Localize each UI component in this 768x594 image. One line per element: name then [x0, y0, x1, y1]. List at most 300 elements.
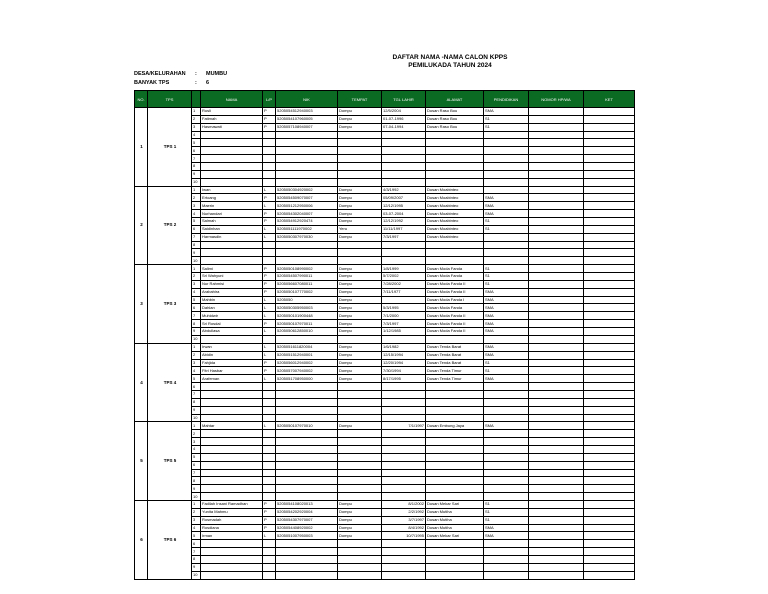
gender: L	[263, 351, 276, 359]
column-header: KET	[584, 91, 635, 108]
birthdate	[382, 548, 426, 556]
birthplace	[338, 163, 382, 171]
desa-separator: :	[195, 71, 197, 77]
table-row	[135, 225, 635, 233]
member-name: Rosmadah	[201, 516, 263, 524]
nik	[276, 257, 338, 265]
member-name: Fatimah	[201, 115, 263, 123]
note-cell	[584, 170, 635, 178]
birthplace	[338, 139, 382, 147]
education: SMA	[484, 422, 529, 430]
gender: P	[263, 500, 276, 508]
group-number: 3	[135, 265, 148, 344]
birthdate	[382, 563, 426, 571]
note-cell	[584, 328, 635, 336]
nik: 5205054408920002	[276, 524, 338, 532]
table-row	[135, 359, 635, 367]
phone-cell	[529, 453, 584, 461]
group-number: 1	[135, 108, 148, 187]
gender	[263, 335, 276, 343]
member-name	[201, 335, 263, 343]
birthdate: 1/12/1985	[382, 328, 426, 336]
table-row	[135, 351, 635, 359]
education	[484, 493, 529, 501]
gender	[263, 139, 276, 147]
column-header: NIK	[276, 91, 338, 108]
row-number: 7	[192, 469, 201, 477]
note-cell	[584, 131, 635, 139]
education: SMA	[484, 210, 529, 218]
address	[426, 453, 484, 461]
table-row	[135, 390, 635, 398]
member-name: Arabahira	[201, 288, 263, 296]
address: Dusan Tenda Barat	[426, 351, 484, 359]
table-row	[135, 383, 635, 391]
nik	[276, 540, 338, 548]
tps-count-separator: :	[195, 80, 197, 86]
row-number: 1	[192, 343, 201, 351]
member-name: Salmah	[201, 218, 263, 226]
row-number: 4	[192, 288, 201, 296]
gender	[263, 155, 276, 163]
note-cell	[584, 147, 635, 155]
gender: P	[263, 288, 276, 296]
phone-cell	[529, 225, 584, 233]
document-title: DAFTAR NAMA -NAMA CALON KPPS	[392, 54, 508, 61]
address: Dusan Tenda Timur	[426, 367, 484, 375]
column-header: PENDIDIKAN	[484, 91, 529, 108]
education: S1	[484, 500, 529, 508]
note-cell	[584, 540, 635, 548]
row-number: 1	[192, 186, 201, 194]
table-row	[135, 445, 635, 453]
row-number: 8	[192, 163, 201, 171]
birthdate	[382, 178, 426, 186]
phone-cell	[529, 265, 584, 273]
table-row	[135, 108, 635, 116]
member-name	[201, 398, 263, 406]
note-cell	[584, 225, 635, 233]
table-row	[135, 147, 635, 155]
table-row	[135, 202, 635, 210]
note-cell	[584, 265, 635, 273]
kpps-table	[134, 90, 635, 580]
birthplace: Dompu	[338, 304, 382, 312]
table-row	[135, 516, 635, 524]
note-cell	[584, 273, 635, 281]
gender: L	[263, 422, 276, 430]
birthdate	[382, 296, 426, 304]
member-name: Arafeman	[201, 375, 263, 383]
birthplace	[338, 445, 382, 453]
address: Dusan Moabinteo	[426, 225, 484, 233]
birthplace: Dompu	[338, 202, 382, 210]
education: SMA	[484, 202, 529, 210]
member-name	[201, 178, 263, 186]
phone-cell	[529, 445, 584, 453]
education: SMA	[484, 351, 529, 359]
note-cell	[584, 123, 635, 131]
address: Dusan Moda Fanda II	[426, 312, 484, 320]
table-row	[135, 241, 635, 249]
phone-cell	[529, 155, 584, 163]
phone-cell	[529, 540, 584, 548]
row-number: 10	[192, 178, 201, 186]
nik: 5205050304920002	[276, 186, 338, 194]
nik: 5205050108990002	[276, 265, 338, 273]
note-cell	[584, 241, 635, 249]
row-number: 4	[192, 367, 201, 375]
table-row	[135, 280, 635, 288]
table-row	[135, 532, 635, 540]
note-cell	[584, 115, 635, 123]
member-name	[201, 131, 263, 139]
education: S1	[484, 508, 529, 516]
note-cell	[584, 312, 635, 320]
address	[426, 249, 484, 257]
phone-cell	[529, 414, 584, 422]
phone-cell	[529, 241, 584, 249]
education	[484, 249, 529, 257]
address: Dusan Moda Fanda II	[426, 280, 484, 288]
birthplace: Dompu	[338, 288, 382, 296]
address	[426, 155, 484, 163]
row-number: 7	[192, 548, 201, 556]
member-name	[201, 540, 263, 548]
nik	[276, 170, 338, 178]
table-row	[135, 163, 635, 171]
education	[484, 461, 529, 469]
table-row	[135, 131, 635, 139]
phone-cell	[529, 343, 584, 351]
phone-cell	[529, 139, 584, 147]
education: S1	[484, 265, 529, 273]
birthdate: 12/20/1994	[382, 359, 426, 367]
birthdate: 05/09/2007	[382, 194, 426, 202]
table-row	[135, 477, 635, 485]
member-name: Iwan	[201, 186, 263, 194]
gender: P	[263, 524, 276, 532]
member-name	[201, 163, 263, 171]
row-number: 10	[192, 257, 201, 265]
nik: 5205054507990011	[276, 273, 338, 281]
education	[484, 540, 529, 548]
note-cell	[584, 571, 635, 579]
row-number: 1	[192, 422, 201, 430]
table-row	[135, 249, 635, 257]
row-number: 3	[192, 123, 201, 131]
row-number: 2	[192, 273, 201, 281]
address: Dusan Raso Bou	[426, 108, 484, 116]
member-name: Hasmawati	[201, 123, 263, 131]
phone-cell	[529, 131, 584, 139]
education: S1	[484, 280, 529, 288]
birthplace	[338, 249, 382, 257]
education	[484, 390, 529, 398]
phone-cell	[529, 335, 584, 343]
table-row	[135, 500, 635, 508]
birthdate: 11/11/1997	[382, 225, 426, 233]
birthdate: 12/15/1994	[382, 351, 426, 359]
birthplace	[338, 430, 382, 438]
birthdate	[382, 445, 426, 453]
birthplace	[338, 453, 382, 461]
nik	[276, 461, 338, 469]
address: Dusan Moabinteo	[426, 202, 484, 210]
birthdate	[382, 453, 426, 461]
education	[484, 469, 529, 477]
phone-cell	[529, 438, 584, 446]
table-row	[135, 485, 635, 493]
row-number: 2	[192, 351, 201, 359]
row-number: 8	[192, 241, 201, 249]
nik	[276, 485, 338, 493]
member-name: Yunita Mahmu	[201, 508, 263, 516]
row-number: 1	[192, 500, 201, 508]
row-number: 9	[192, 563, 201, 571]
gender	[263, 485, 276, 493]
nik	[276, 571, 338, 579]
gender: L	[263, 343, 276, 351]
note-cell	[584, 335, 635, 343]
table-row	[135, 115, 635, 123]
member-name: Mahtar	[201, 422, 263, 430]
member-name: Nurhandari	[201, 210, 263, 218]
row-number: 10	[192, 493, 201, 501]
note-cell	[584, 233, 635, 241]
member-name: Nur Rahmisi	[201, 280, 263, 288]
note-cell	[584, 359, 635, 367]
table-row	[135, 508, 635, 516]
column-header: L/P	[263, 91, 276, 108]
member-name: Saidinhan	[201, 225, 263, 233]
nik	[276, 335, 338, 343]
row-number: 6	[192, 304, 201, 312]
row-number: 2	[192, 508, 201, 516]
note-cell	[584, 500, 635, 508]
row-number: 5	[192, 218, 201, 226]
gender: L	[263, 375, 276, 383]
phone-cell	[529, 485, 584, 493]
row-number: 5	[192, 139, 201, 147]
education	[484, 414, 529, 422]
education	[484, 438, 529, 446]
note-cell	[584, 178, 635, 186]
address	[426, 398, 484, 406]
address: Dusan Mutiha	[426, 508, 484, 516]
birthplace	[338, 485, 382, 493]
birthdate: 7/1/1997	[382, 422, 426, 430]
education	[484, 430, 529, 438]
gender: P	[263, 265, 276, 273]
address	[426, 571, 484, 579]
member-name: Rusli	[201, 108, 263, 116]
birthplace	[338, 335, 382, 343]
education: S1	[484, 359, 529, 367]
gender	[263, 163, 276, 171]
phone-cell	[529, 493, 584, 501]
table-row	[135, 320, 635, 328]
birthdate	[382, 139, 426, 147]
table-body	[135, 108, 635, 580]
address	[426, 461, 484, 469]
education	[484, 485, 529, 493]
education: S1	[484, 367, 529, 375]
phone-cell	[529, 115, 584, 123]
address: Dusan Mekar Sari	[426, 532, 484, 540]
note-cell	[584, 343, 635, 351]
gender: L	[263, 296, 276, 304]
note-cell	[584, 249, 635, 257]
phone-cell	[529, 328, 584, 336]
nik: 5205054302040007	[276, 210, 338, 218]
birthplace: Dompu	[338, 516, 382, 524]
address	[426, 139, 484, 147]
member-name	[201, 406, 263, 414]
note-cell	[584, 508, 635, 516]
row-number: 6	[192, 147, 201, 155]
birthplace: Dompu	[338, 500, 382, 508]
birthplace: Dompu	[338, 351, 382, 359]
address: Dusan Moabinteo	[426, 233, 484, 241]
address: Dusan Tenda Barat	[426, 359, 484, 367]
birthplace	[338, 383, 382, 391]
birthplace: Dompu	[338, 296, 382, 304]
group-number: 5	[135, 422, 148, 501]
address	[426, 430, 484, 438]
note-cell	[584, 445, 635, 453]
birthdate: 10/7/1995	[382, 532, 426, 540]
table-row	[135, 155, 635, 163]
address	[426, 163, 484, 171]
note-cell	[584, 296, 635, 304]
row-number: 3	[192, 359, 201, 367]
education	[484, 453, 529, 461]
member-name	[201, 469, 263, 477]
education	[484, 555, 529, 563]
row-number: 9	[192, 328, 201, 336]
column-header: NAMA	[201, 91, 263, 108]
group-tps: TPS 2	[148, 186, 192, 265]
birthdate: 5/7/2002	[382, 273, 426, 281]
table-row	[135, 367, 635, 375]
nik	[276, 438, 338, 446]
gender: P	[263, 273, 276, 281]
table-row	[135, 540, 635, 548]
phone-cell	[529, 383, 584, 391]
table-row	[135, 304, 635, 312]
nik: 5205051111970002	[276, 225, 338, 233]
phone-cell	[529, 571, 584, 579]
document-subtitle: PEMILUKADA TAHUN 2024	[408, 62, 492, 69]
row-number: 7	[192, 233, 201, 241]
gender: P	[263, 359, 276, 367]
birthplace: Dompu	[338, 343, 382, 351]
birthplace	[338, 493, 382, 501]
row-number: 7	[192, 390, 201, 398]
education: SMA	[484, 194, 529, 202]
column-header: NOMOR HP/WA	[529, 91, 584, 108]
nik	[276, 477, 338, 485]
education	[484, 383, 529, 391]
birthplace: Dompu	[338, 524, 382, 532]
address	[426, 335, 484, 343]
birthdate	[382, 469, 426, 477]
address	[426, 477, 484, 485]
table-row	[135, 524, 635, 532]
nik	[276, 563, 338, 571]
birthplace: Dompu	[338, 508, 382, 516]
phone-cell	[529, 108, 584, 116]
birthdate: 7/30/1994	[382, 367, 426, 375]
note-cell	[584, 186, 635, 194]
row-number: 10	[192, 335, 201, 343]
phone-cell	[529, 563, 584, 571]
row-number: 9	[192, 249, 201, 257]
education	[484, 398, 529, 406]
table-row	[135, 139, 635, 147]
phone-cell	[529, 273, 584, 281]
education	[484, 147, 529, 155]
education	[484, 563, 529, 571]
member-name: Ertoang	[201, 194, 263, 202]
table-row	[135, 312, 635, 320]
table-row	[135, 555, 635, 563]
gender: P	[263, 218, 276, 226]
note-cell	[584, 257, 635, 265]
phone-cell	[529, 548, 584, 556]
nik: 5205054509070007	[276, 194, 338, 202]
note-cell	[584, 438, 635, 446]
birthplace: Dompu	[338, 194, 382, 202]
note-cell	[584, 477, 635, 485]
education: S1	[484, 123, 529, 131]
nik	[276, 249, 338, 257]
gender: P	[263, 320, 276, 328]
table-row	[135, 210, 635, 218]
phone-cell	[529, 524, 584, 532]
row-number: 7	[192, 155, 201, 163]
birthplace: Dompu	[338, 367, 382, 375]
phone-cell	[529, 320, 584, 328]
birthdate: 01-07-1996	[382, 115, 426, 123]
gender	[263, 147, 276, 155]
address	[426, 241, 484, 249]
gender	[263, 438, 276, 446]
group-tps: TPS 6	[148, 500, 192, 579]
member-name	[201, 241, 263, 249]
address	[426, 257, 484, 265]
phone-cell	[529, 351, 584, 359]
gender	[263, 540, 276, 548]
education: SMA	[484, 343, 529, 351]
group-tps: TPS 5	[148, 422, 192, 501]
table-row	[135, 548, 635, 556]
birthdate	[382, 485, 426, 493]
phone-cell	[529, 390, 584, 398]
gender	[263, 414, 276, 422]
note-cell	[584, 375, 635, 383]
note-cell	[584, 202, 635, 210]
nik	[276, 155, 338, 163]
note-cell	[584, 555, 635, 563]
row-number: 4	[192, 210, 201, 218]
gender	[263, 493, 276, 501]
member-name: Sri Wahyuni	[201, 273, 263, 281]
nik: 5205054307970007	[276, 516, 338, 524]
birthplace	[338, 155, 382, 163]
birthdate	[382, 257, 426, 265]
